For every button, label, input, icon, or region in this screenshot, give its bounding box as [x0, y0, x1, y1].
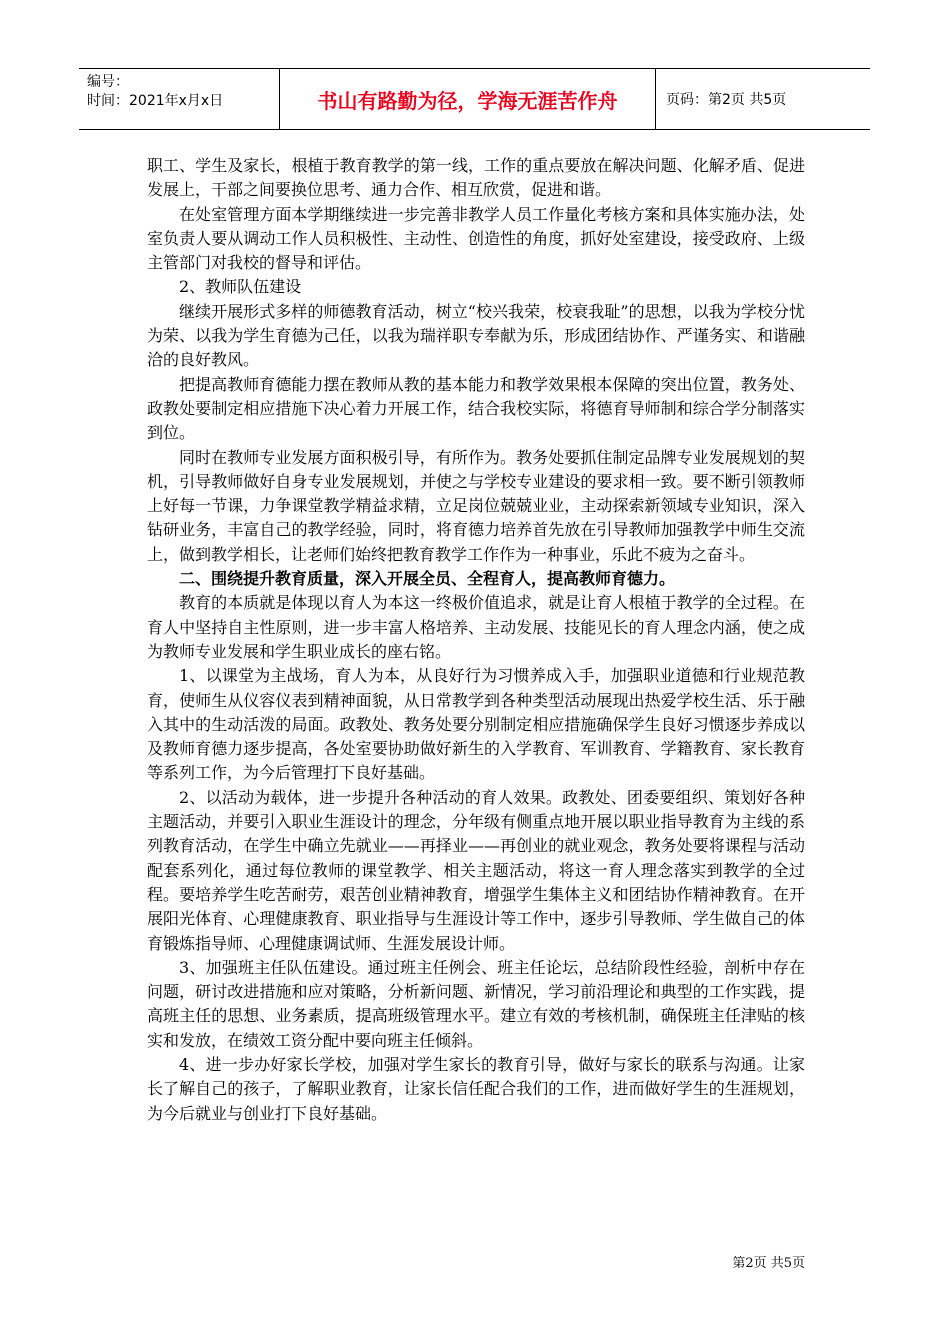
- paragraph: 继续开展形式多样的师德教育活动，树立“校兴我荣，校衰我耻”的思想，以我为学校分忧为荣、以我为学生育德为己任，以我为瑞祥职专奉献为乐，形成团结协作、严谨务实、和谐融洽的良好教风。: [147, 301, 805, 370]
- document-number-label: 编号：: [87, 74, 129, 90]
- paragraph: 教育的本质就是体现以育人为本这一终极价值追求，就是让育人根植于教学的全过程。在育人中坚持自主性原则，进一步丰富人格培养、主动发展、技能见长的育人理念内涵，使之成为教师专业发展和学生职业成长的座右铭。: [147, 593, 805, 661]
- document-time-label: 时间：2021年x月x日: [87, 93, 224, 109]
- paragraph: 把提高教师育德能力摆在教师从教的基本能力和教学效果根本保障的突出位置，教务处、政教处要制定相应措施下决心着力开展工作，结合我校实际，将德育导师制和综合学分制落实到位。: [147, 374, 805, 443]
- page-header: [79, 68, 870, 130]
- header-page-info: 页码：第2页 共5页: [666, 92, 787, 108]
- paragraph: 4、进一步办好家长学校，加强对学生家长的教育引导，做好与家长的联系与沟通。让家长了解自己的孩子，了解职业教育，让家长信任配合我们的工作，进而做好学生的生涯规划，为今后就业与创业打下良好基础。: [147, 1054, 805, 1123]
- page-footer: 第2页 共5页: [732, 1256, 805, 1271]
- paragraph: 2、以活动为载体，进一步提升各种活动的育人效果。政教处、团委要组织、策划好各种主题活动，并要引入职业生涯设计的理念，分年级有侧重点地开展以职业指导教育为主线的系列教育活动，在学生中确立先就业——再择业——再创业的就业观念，教务处要将课程与活动配套系列化，通过每位教师的课堂教学、相关主题活动，将这一育人理念落实到教学的全过程。要培养学生吃苦耐劳，艰苦创业精神教育，增强学生集体主义和团结协作精神教育。在开展阳光体育、心理健康教育、职业指导与生涯设计等工作中，逐步引导教师、学生做自己的体育锻炼指导师、心理健康调试师、生涯发展设计师。: [147, 787, 805, 953]
- paragraph: 在处室管理方面本学期继续进一步完善非教学人员工作量化考核方案和具体实施办法，处室负责人要从调动工作人员积极性、主动性、创造性的角度，抓好处室建设，接受政府、上级主管部门对我校的督导和评估。: [147, 204, 805, 273]
- paragraph: 1、以课堂为主战场，育人为本，从良好行为习惯养成入手，加强职业道德和行业规范教育，使师生从仪容仪表到精神面貌，从日常教学到各种类型活动展现出热爱学校生活、乐于融入其中的生动活泼的局面。政教处、教务处要分别制定相应措施确保学生良好习惯逐步养成以及教师育德力逐步提高，各处室要协助做好新生的入学教育、军训教育、学籍教育、家长教育等系列工作，为今后管理打下良好基础。: [147, 666, 805, 783]
- paragraph: 同时在教师专业发展方面积极引导，有所作为。教务处要抓住制定品牌专业发展规划的契机，引导教师做好自身专业发展规划，并使之与学校专业建设的要求相一致。要不断引领教师上好每一节课，力争课堂教学精益求精，立足岗位兢兢业业，主动探索新领域专业知识，深入钻研业务，丰富自己的教学经验，同时，将育德力培养首先放在引导教师加强教学中师生交流上，做到教学相长，让老师们始终把教育教学工作作为一种事业，乐此不疲为之奋斗。: [147, 447, 805, 564]
- header-motto: 书山有路勤为径，学海无涯苦作舟: [280, 69, 656, 129]
- document-body: [147, 154, 805, 1126]
- header-meta: [79, 69, 280, 129]
- section-heading: 2、教师队伍建设: [179, 277, 302, 297]
- paragraph: 职工、学生及家长，根植于教育教学的第一线，工作的重点要放在解决问题、化解矛盾、促进发展上，干部之间要换位思考、通力合作、相互欣赏，促进和谐。: [147, 156, 805, 200]
- paragraph: 3、加强班主任队伍建设。通过班主任例会、班主任论坛，总结阶段性经验，剖析中存在问题，研讨改进措施和应对策略，分析新问题、新情况，学习前沿理论和典型的工作实践，提高班主任的思想、业务素质，提高班级管理水平。建立有效的考核机制，确保班主任津贴的核实和发放，在绩效工资分配中要向班主任倾斜。: [147, 957, 805, 1050]
- chapter-heading: 二、围绕提升教育质量，深入开展全员、全程育人，提高教师育德力。: [179, 569, 676, 589]
